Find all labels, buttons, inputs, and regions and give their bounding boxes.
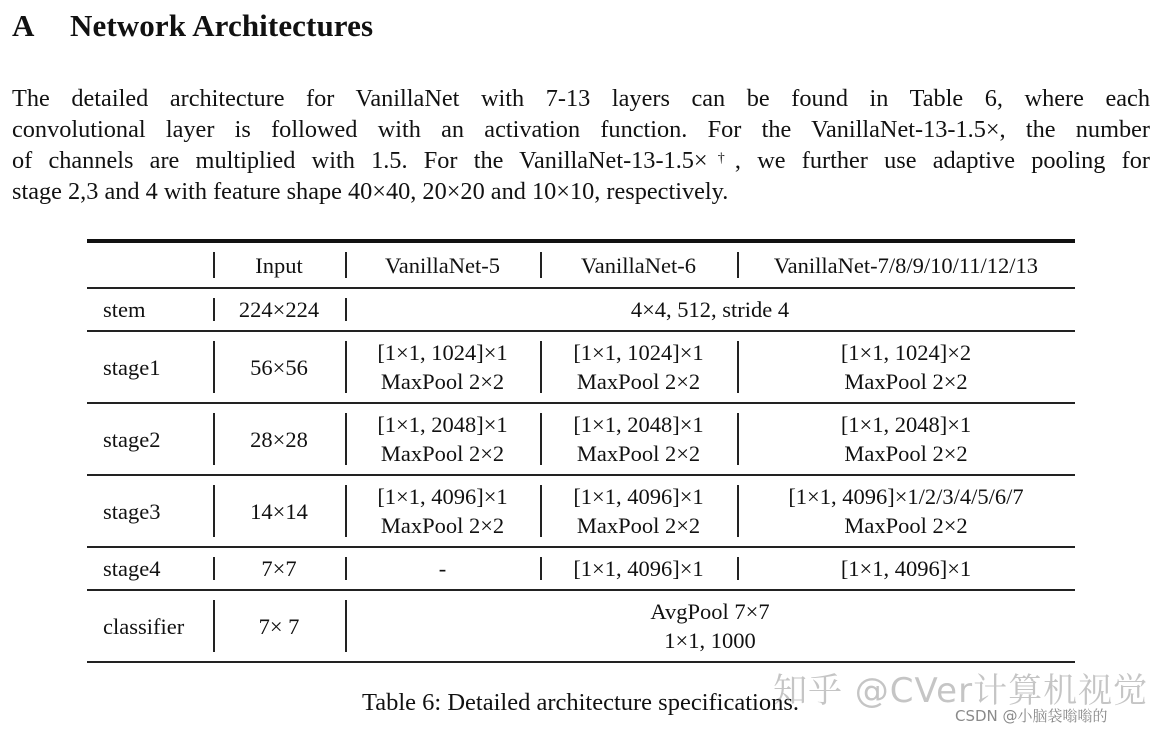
cell-v6: [1×1, 4096]×1 MaxPool 2×2 (540, 476, 737, 546)
row-input: 7×7 (213, 548, 345, 589)
row-label: stem (103, 297, 146, 322)
row-label: stage3 (103, 498, 161, 524)
paragraph-line-4: stage 2,3 and 4 with feature shape 40×40, 20×20 and 10×10, respectively. (12, 178, 729, 205)
header-vanillanet-7-13: VanillaNet-7/8/9/10/11/12/13 (737, 243, 1075, 287)
section-title: Network Architectures (70, 8, 374, 43)
header-cell-empty (87, 243, 213, 287)
table-row-stage1 (87, 332, 1075, 402)
row-span-cell: AvgPool 7×7 1×1, 1000 (345, 591, 1075, 661)
cell-v7-13: [1×1, 4096]×1/2/3/4/5/6/7 MaxPool 2×2 (737, 476, 1075, 546)
table-row-stage4 (87, 548, 1075, 589)
row-label: classifier (103, 613, 185, 639)
table-header-row (87, 243, 1075, 287)
row-label: stage4 (103, 556, 161, 581)
cell-v6: [1×1, 4096]×1 (540, 548, 737, 589)
cell-v7-13: [1×1, 1024]×2 MaxPool 2×2 (737, 332, 1075, 402)
cell-v5: [1×1, 2048]×1 MaxPool 2×2 (345, 404, 540, 474)
table-row-stage3 (87, 476, 1075, 546)
cell-v6: [1×1, 2048]×1 MaxPool 2×2 (540, 404, 737, 474)
row-span-cell: 4×4, 512, stride 4 (345, 289, 1075, 330)
architecture-table (87, 239, 1075, 663)
section-heading (12, 8, 373, 44)
cell-v7-13: [1×1, 4096]×1 (737, 548, 1075, 589)
row-label: stage1 (103, 354, 161, 380)
table-row-classifier (87, 591, 1075, 661)
paragraph-line-1: The detailed architecture for VanillaNet with 7-13 layers can be found in Table 6, where each (12, 85, 1150, 112)
header-input: Input (213, 243, 345, 287)
paragraph-line-3: of channels are multiplied with 1.5. For the VanillaNet-13-1.5×†, we further use adaptive pooling for (12, 147, 1151, 174)
paragraph-line-2: convolutional layer is followed with an activation function. For the VanillaNet-13-1.5×, the number (12, 116, 1150, 143)
body-paragraph (12, 83, 1150, 207)
cell-v5: [1×1, 1024]×1 MaxPool 2×2 (345, 332, 540, 402)
row-input: 7× 7 (213, 591, 345, 661)
table-row-stem (87, 289, 1075, 330)
row-input: 14×14 (213, 476, 345, 546)
cell-v5: - (345, 548, 540, 589)
section-number: A (12, 8, 35, 43)
row-input: 224×224 (213, 289, 345, 330)
cell-v7-13: [1×1, 2048]×1 MaxPool 2×2 (737, 404, 1075, 474)
table-row-stage2 (87, 404, 1075, 474)
cell-v5: [1×1, 4096]×1 MaxPool 2×2 (345, 476, 540, 546)
header-vanillanet-5: VanillaNet-5 (345, 243, 540, 287)
row-label: stage2 (103, 426, 161, 452)
header-vanillanet-6: VanillaNet-6 (540, 243, 737, 287)
cell-v6: [1×1, 1024]×1 MaxPool 2×2 (540, 332, 737, 402)
row-input: 28×28 (213, 404, 345, 474)
csdn-watermark: CSDN @小脑袋嗡嗡的 (955, 707, 1108, 725)
dagger-mark: † (707, 151, 735, 166)
zhihu-watermark: 知乎 @CVer计算机视觉 (773, 671, 1149, 711)
row-input: 56×56 (213, 332, 345, 402)
table-caption: Table 6: Detailed architecture specifications. (361, 689, 800, 716)
